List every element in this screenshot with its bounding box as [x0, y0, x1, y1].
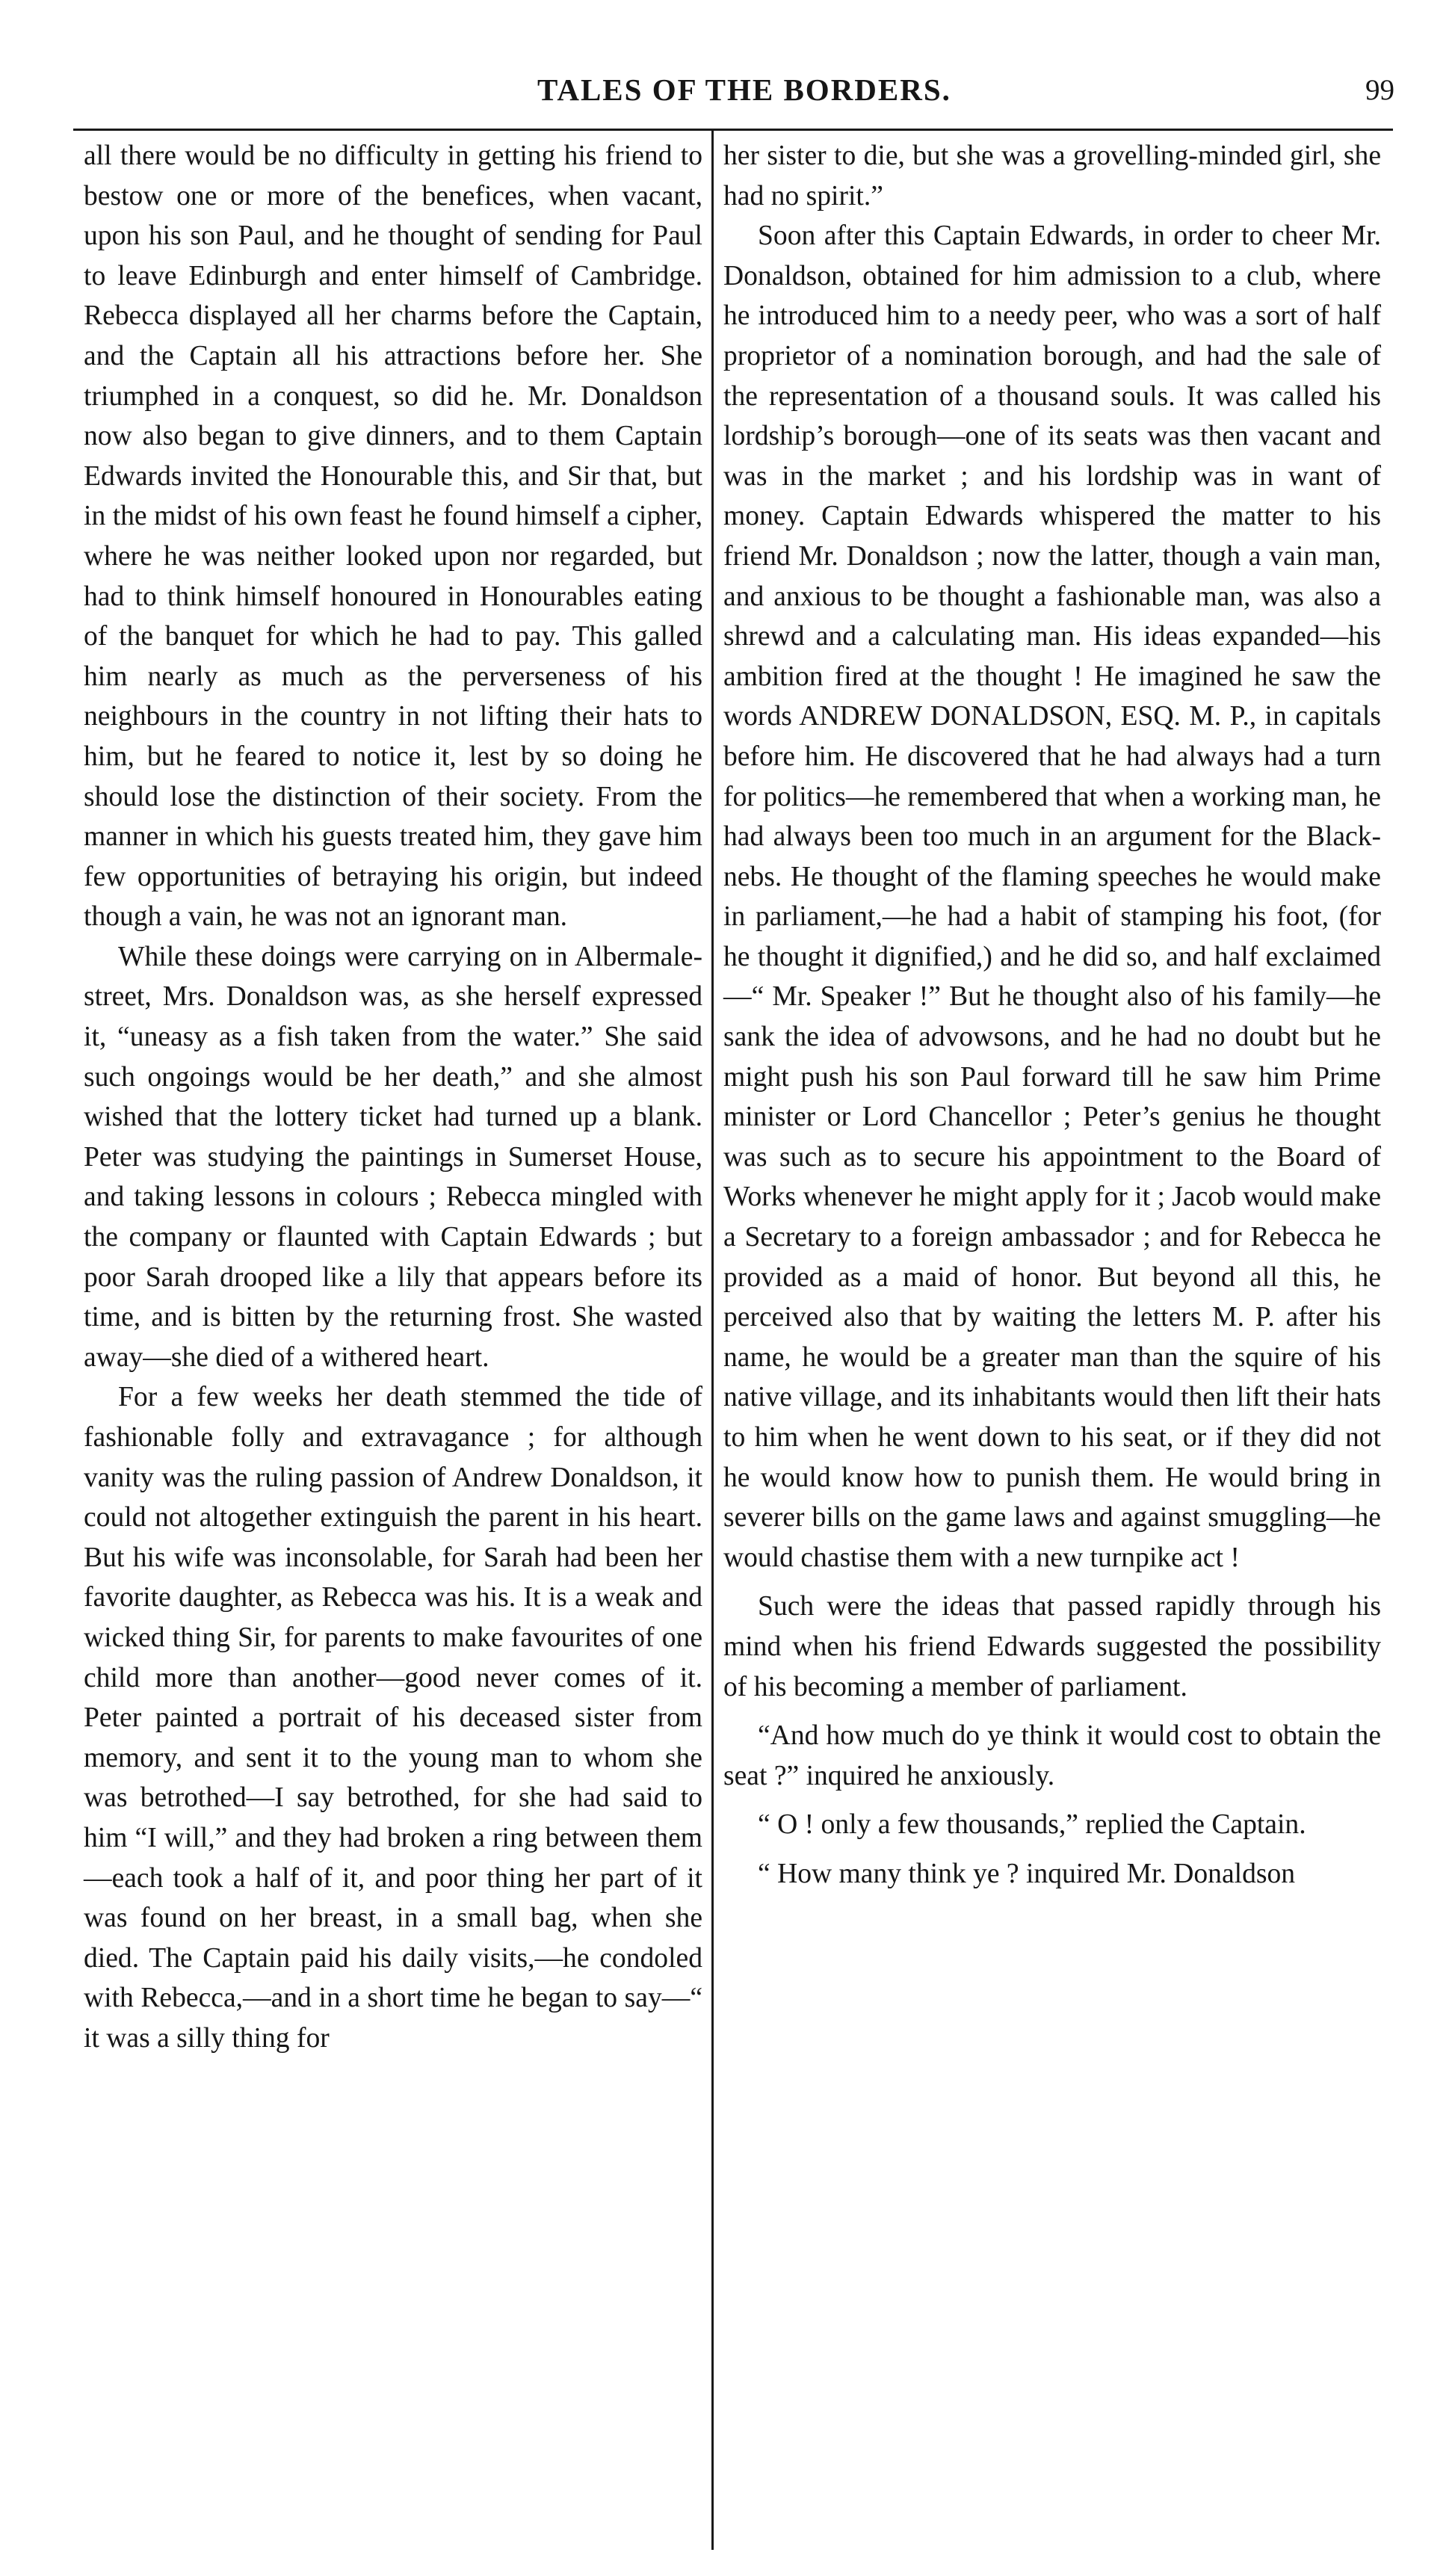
right-paragraph-4: “And how much do ye think it would cost to obtain the seat ?” inquired he anxiously.	[723, 1720, 1381, 1791]
right-paragraph-1: her sister to die, but she was a grovelling-minded girl, she had no spirit.”	[723, 140, 1381, 211]
left-paragraph-3: For a few weeks her death stemmed the tide of fashionable folly and extravagance ; for although vanity was the ruling passion of Andrew Donaldson, it could not altogether extinguish the parent in his heart. But his wife was inconsolable, for Sarah had been her favorite daughter, as Rebecca was his. It is a weak and wicked thing Sir, for parents to make favourites of one child more than another—good never comes of it. Peter painted a portrait of his deceased sister from memory, and sent it to the young man to whom she was betrothed—I say betrothed, for she had said to him “I will,” and they had broken a ring between them—each took a half of it, and poor thing her part of it was found on her breast, in a small bag, when she died. The Captain paid his daily visits,—he condoled with Rebecca,—and in a short time he began to say—“ it was a silly thing for	[84, 1382, 702, 2054]
column-divider	[711, 129, 714, 2550]
page-number: 99	[1365, 74, 1394, 106]
running-title: TALES OF THE BORDERS.	[537, 72, 951, 107]
left-paragraph-2: While these doings were carrying on in Albermale-street, Mrs. Donaldson was, as she herself expressed it, “uneasy as a fish taken from the water.” She said such ongoings would be her death,” and she almost wished that the lottery ticket had turned up a blank. Peter was studying the paintings in Sumerset House, and taking lessons in colours ; Rebecca mingled with the company or flaunted with Captain Edwards ; but poor Sarah drooped like a lily that appears before its time, and is bitten by the returning frost. She wasted away—she died of a withered heart.	[84, 941, 702, 1373]
right-column	[723, 136, 1381, 1894]
left-paragraph-1: all there would be no difficulty in getting his friend to bestow one or more of the benefices, when vacant, upon his son Paul, and he thought of sending for Paul to leave Edinburgh and enter himself of Cambridge. Rebecca displayed all her charms before the Captain, and the Captain all his attractions before her. She triumphed in a conquest, so did he. Mr. Donaldson now also began to give dinners, and to them Captain Edwards invited the Honourable this, and Sir that, but in the midst of his own feast he found himself a cipher, where he was neither looked upon nor regarded, but had to think himself honoured in Honourables eating of the banquet for which he had to pay. This galled him nearly as much as the perverseness of his neighbours in the country in not lifting their hats to him, but he feared to notice it, lest by so doing he should lose the distinction of their society. From the manner in which his guests treated him, they gave him few opportunities of betraying his origin, but indeed though a vain, he was not an ignorant man.	[84, 140, 702, 933]
header-rule	[73, 129, 1393, 131]
left-column	[84, 136, 702, 2059]
running-head	[72, 72, 1417, 124]
right-paragraph-5: “ O ! only a few thousands,” replied the Captain.	[758, 1809, 1306, 1841]
right-paragraph-2: Soon after this Captain Edwards, in order to cheer Mr. Donaldson, obtained for him admission to a club, where he introduced him to a needy peer, who was a sort of half proprietor of a nomination borough, and had the sale of the representation of a thousand souls. It was called his lordship’s borough—one of its seats was then vacant and was in the market ; and his lordship was in want of money. Captain Edwards whispered the matter to his friend Mr. Donaldson ; now the latter, though a vain man, and anxious to be thought a fashionable man, was also a shrewd and a calculating man. His ideas expanded—his ambition fired at the thought ! He imagined he saw the words ANDREW DONALDSON, ESQ. M. P., in capitals before him. He discovered that he had always had a turn for politics—he remembered that when a working man, he had always been too much in an argument for the Black-nebs. He thought of the flaming speeches he would make in parliament,—he had a habit of stamping his foot, (for he thought it dignified,) and he did so, and half exclaimed—“ Mr. Speaker !” But he thought also of his family—he sank the idea of advowsons, and he had no doubt but he might push his son Paul forward till he saw him Prime minister or Lord Chancellor ; Peter’s genius he thought was such as to secure his appointment to the Board of Works whenever he might apply for it ; Jacob would make a Secretary to a foreign ambassador ; and for Rebecca he provided as a maid of honor. But beyond all this, he perceived also that by waiting the letters M. P. after his name, he would be a greater man than the squire of his native village, and its inhabitants would then lift their hats to him when he went down to his seat, or if they did not he would know how to punish them. He would bring in severer bills on the game laws and against smuggling—he would chastise them with a new turnpike act !	[723, 220, 1381, 1573]
right-paragraph-6: “ How many think ye ? inquired Mr. Donaldson	[758, 1858, 1296, 1889]
right-paragraph-3: Such were the ideas that passed rapidly through his mind when his friend Edwards suggested the possibility of his becoming a member of parliament.	[723, 1591, 1381, 1702]
